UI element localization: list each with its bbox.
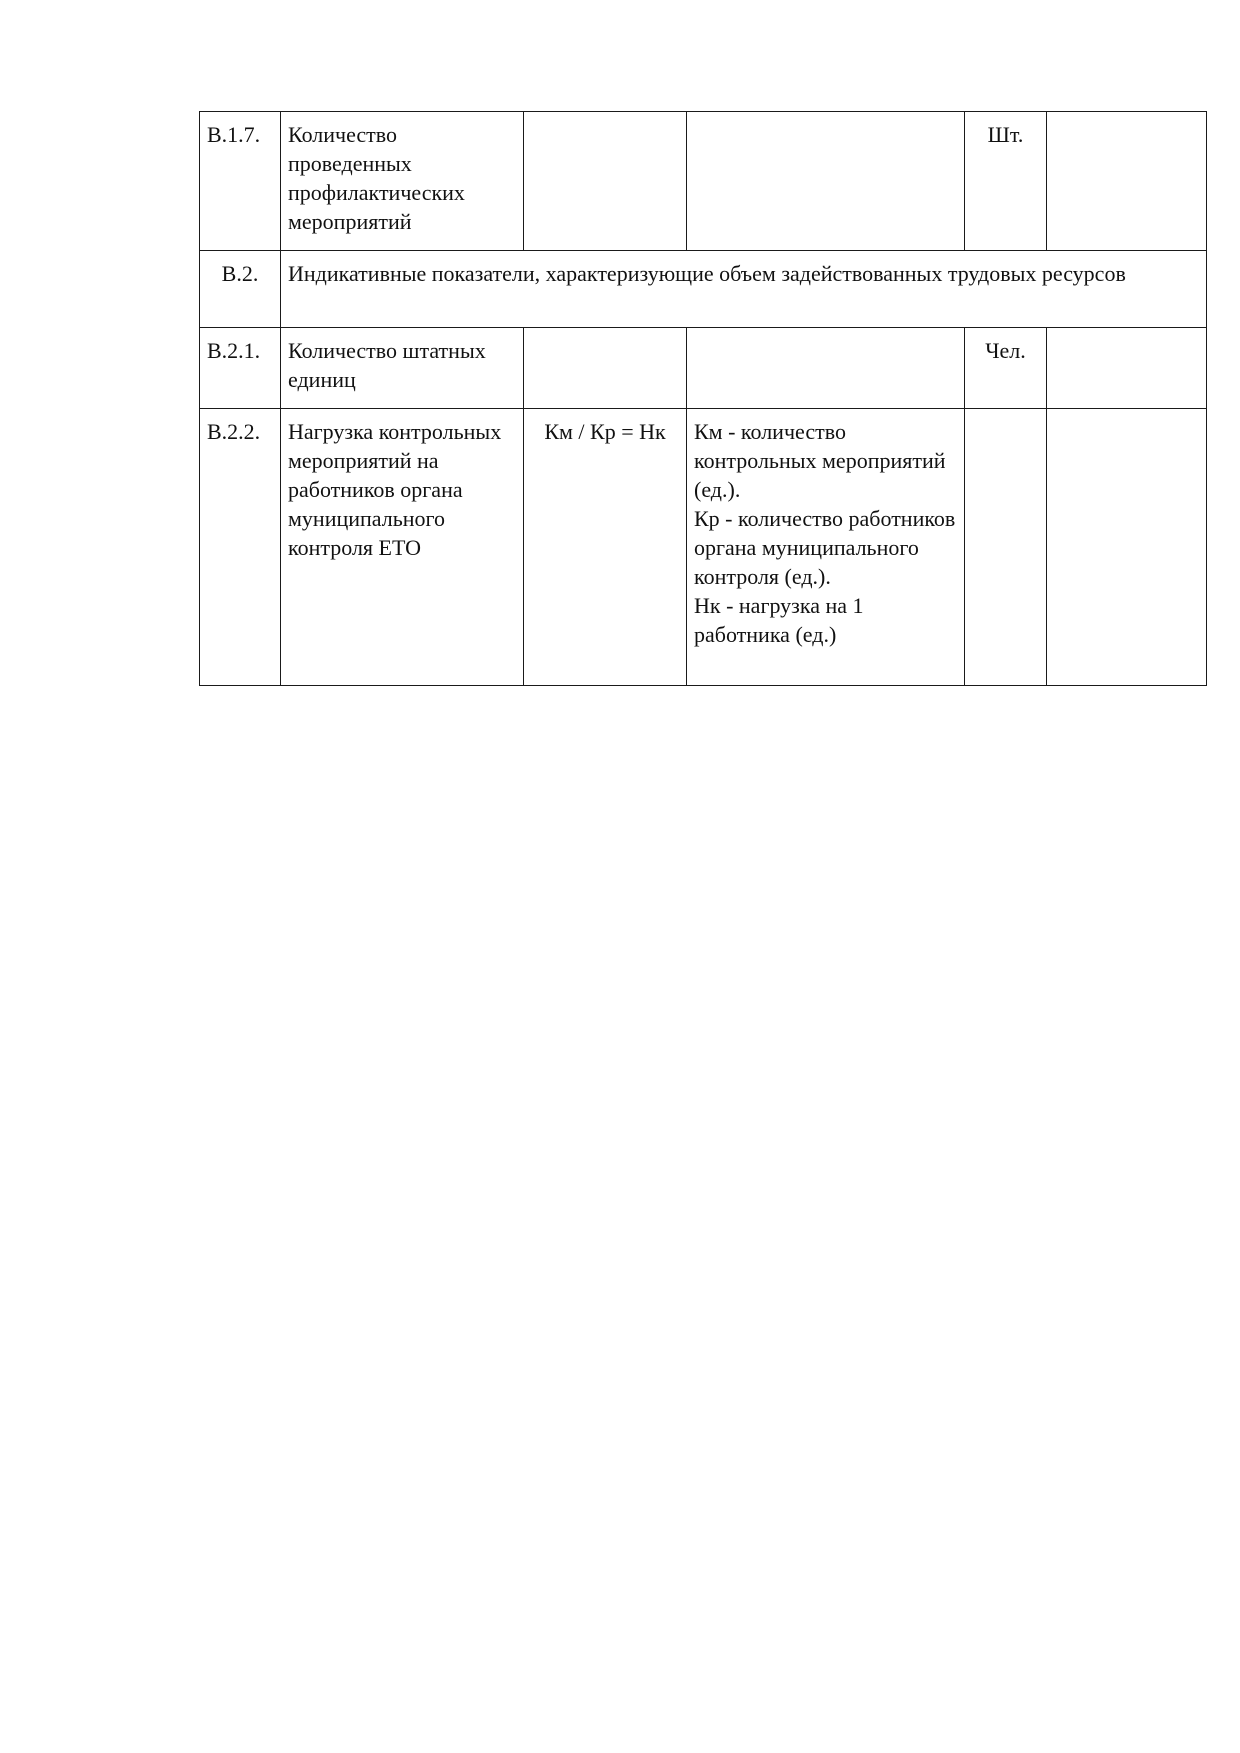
row-number: В.1.7. [200,112,281,251]
section-title: Индикативные показатели, характеризующие объем задействованных трудовых ресурсов [281,251,1207,328]
row-number: В.2.1. [200,328,281,409]
formula-cell [524,112,687,251]
row-number: В.2.2. [200,409,281,686]
unit-cell: Шт. [965,112,1047,251]
legend-line-km: Км - количество контрольных мероприятий (ед.). [694,419,946,502]
legend-line-nk: Нк - нагрузка на 1 работника (ед.) [694,593,864,647]
indicators-table [199,111,1207,686]
unit-cell [965,409,1047,686]
legend-cell [687,112,965,251]
indicator-name: Нагрузка контрольных мероприятий на работников органа муниципального контроля ЕТО [281,409,524,686]
table-row [200,328,1207,409]
section-number: В.2. [200,251,281,328]
value-cell [1047,112,1207,251]
table-row [200,409,1207,686]
unit-cell: Чел. [965,328,1047,409]
value-cell [1047,409,1207,686]
indicator-name: Количество штатных единиц [281,328,524,409]
legend-line-kr: Кр - количество работников органа муниципального контроля (ед.). [694,506,956,589]
table-row [200,112,1207,251]
table-row-section [200,251,1207,328]
legend-cell [687,328,965,409]
formula-cell: Км / Кр = Нк [524,409,687,686]
value-cell [1047,328,1207,409]
indicator-name: Количество проведенных профилактических мероприятий [281,112,524,251]
legend-cell [687,409,965,686]
formula-cell [524,328,687,409]
